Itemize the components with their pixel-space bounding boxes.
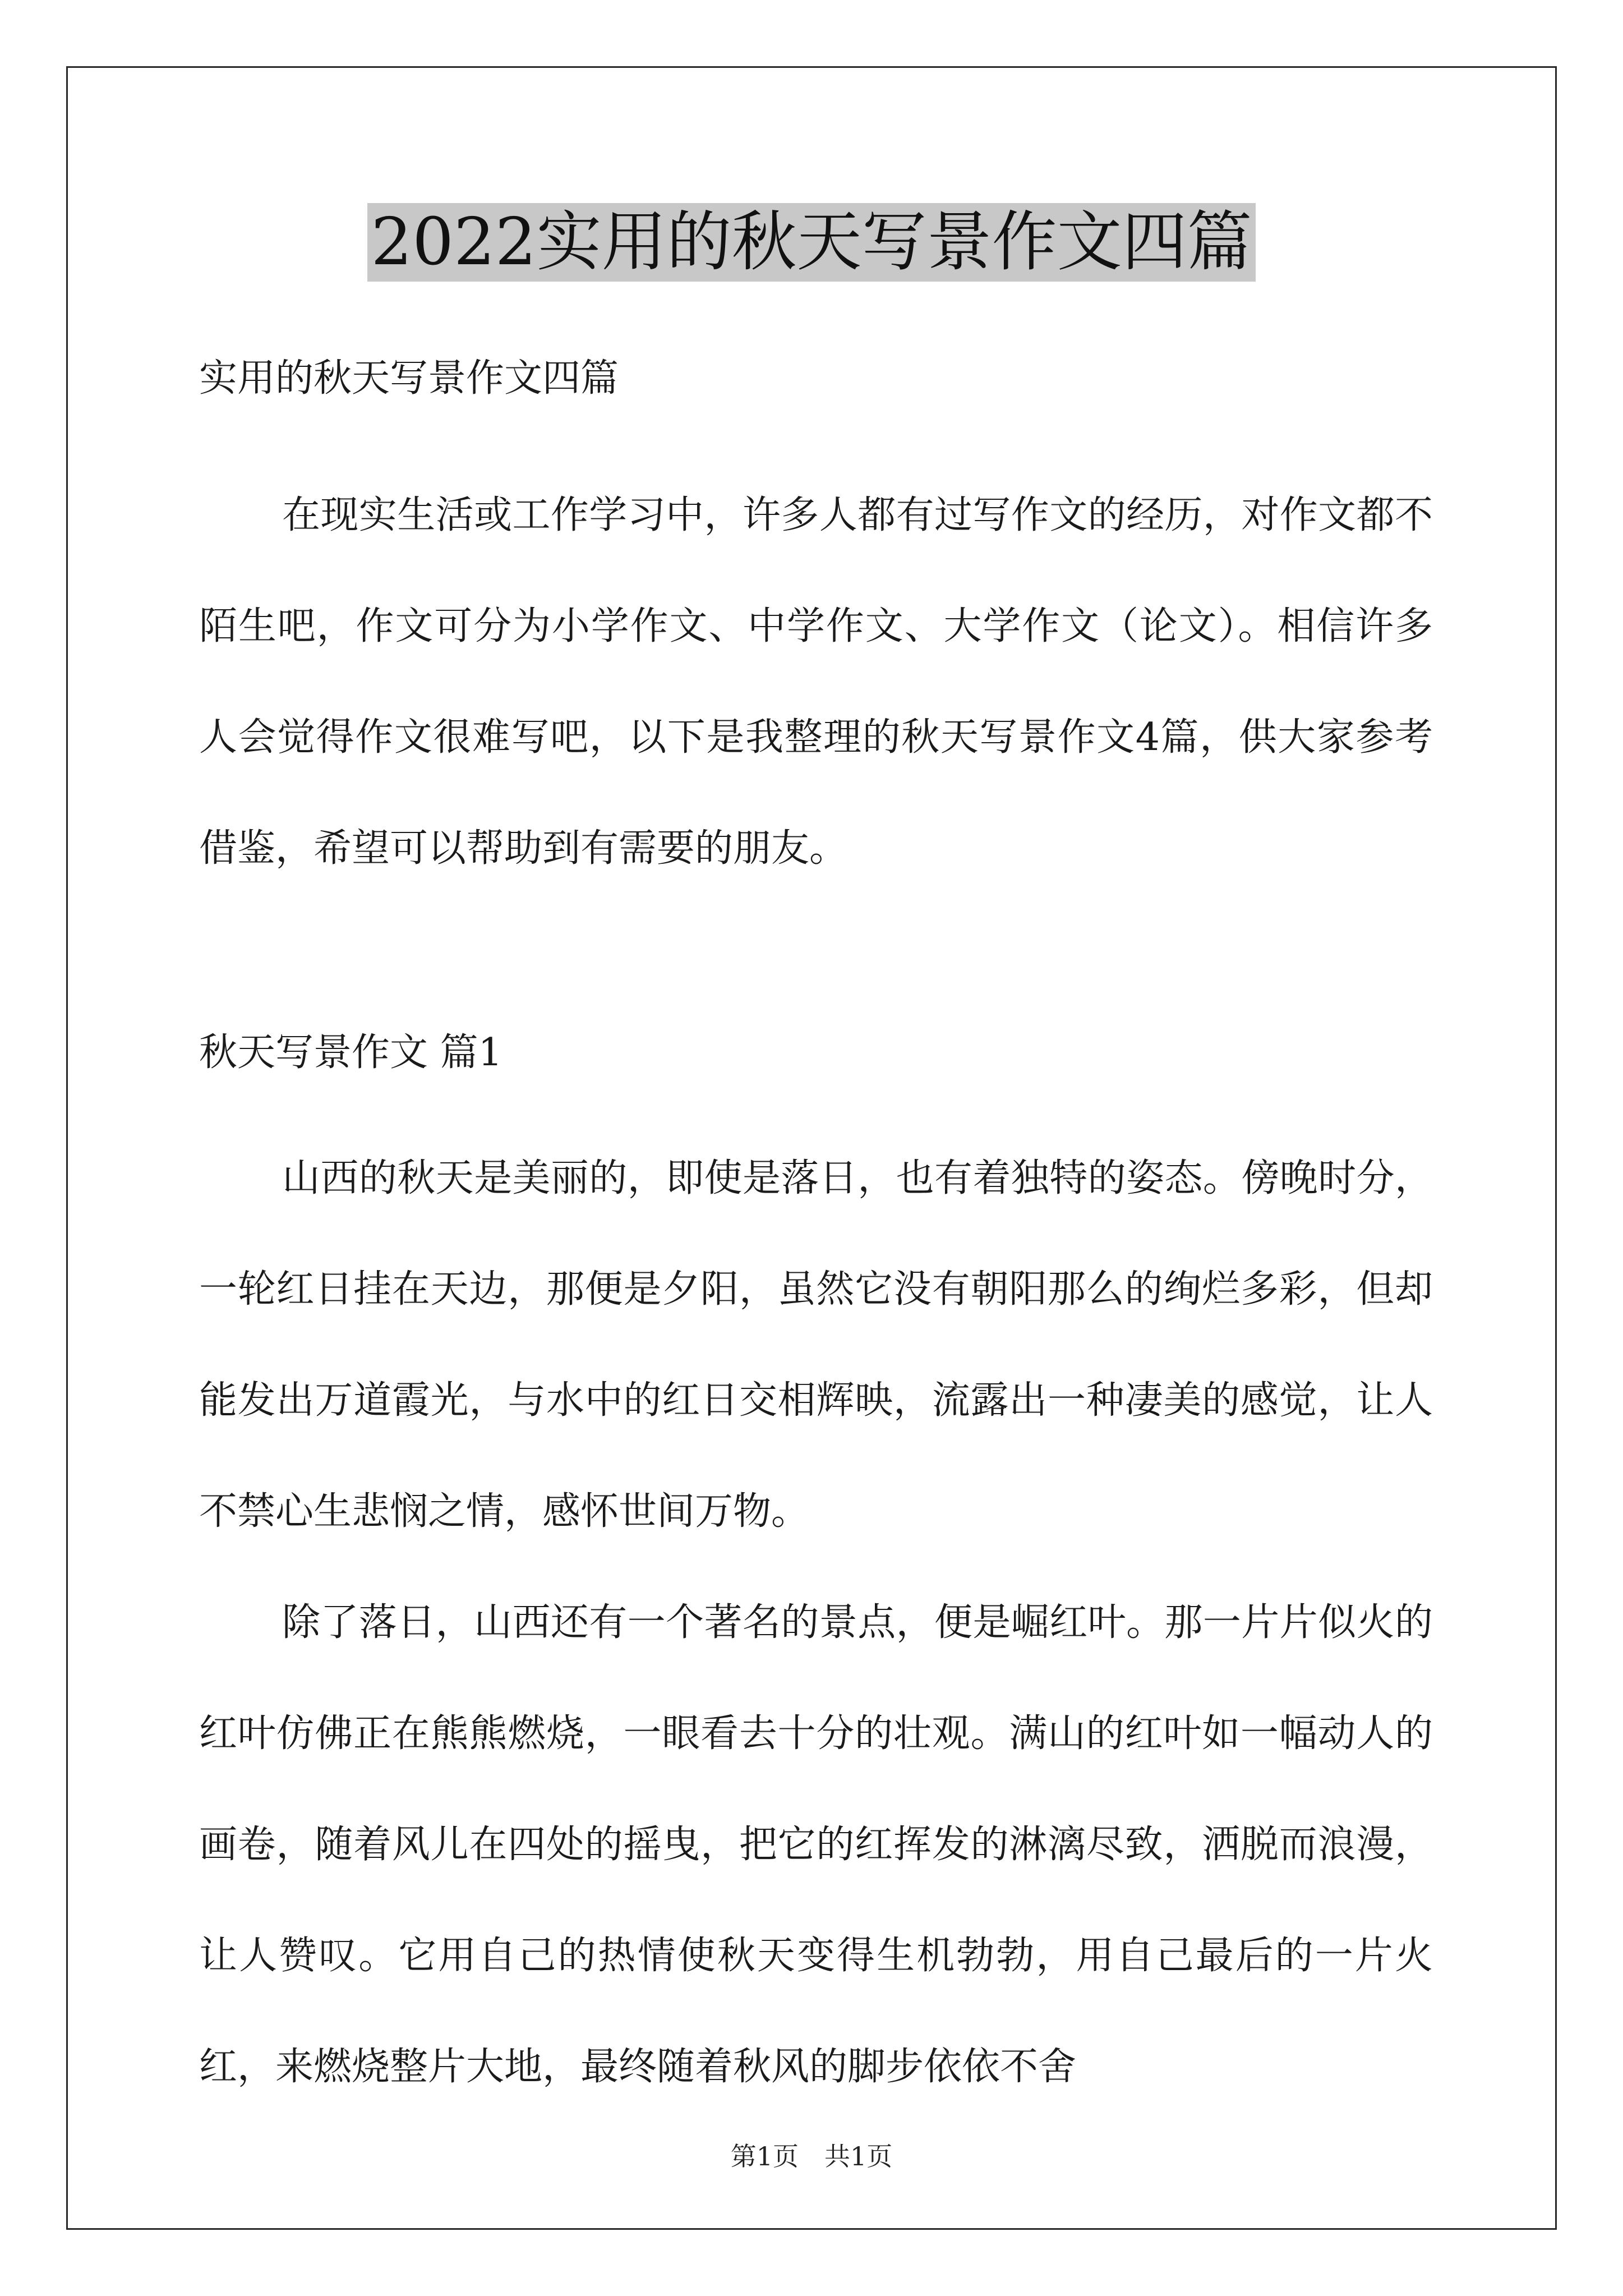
section-heading: 秋天写景作文 篇1 bbox=[199, 1030, 502, 1075]
title-container bbox=[0, 203, 1623, 282]
section-paragraph: 除了落日，山西还有一个著名的景点，便是崛红叶。那一片片似火的红叶仿佛正在熊熊燃烧，一眼看去十分的壮观。满山的红叶如一幅动人的画卷，随着风儿在四处的摇曳，把它的红挥发的淋漓尽致，洒脱而浪漫，让人赞叹。它用自己的热情使秋天变得生机勃勃，用自己最后的一片火红，来燃烧整片大地，最终随着秋风的脚步依依不舍 bbox=[199, 1600, 1433, 2089]
document-title: 2022实用的秋天写景作文四篇 bbox=[367, 203, 1255, 282]
document-body bbox=[199, 348, 1433, 2123]
intro-paragraph: 在现实生活或工作学习中，许多人都有过写作文的经历，对作文都不陌生吧，作文可分为小学作文、中学作文、大学作文（论文）。相信许多人会觉得作文很难写吧，以下是我整理的秋天写景作文4篇，供大家参考借鉴，希望可以帮助到有需要的朋友。 bbox=[199, 493, 1433, 871]
document-subtitle: 实用的秋天写景作文四篇 bbox=[199, 356, 619, 401]
page-footer: 第1页 共1页 bbox=[730, 2141, 893, 2171]
section-paragraph: 山西的秋天是美丽的，即使是落日，也有着独特的姿态。傍晚时分，一轮红日挂在天边，那便是夕阳，虽然它没有朝阳那么的绚烂多彩，但却能发出万道霞光，与水中的红日交相辉映，流露出一种凄美的感觉，让人不禁心生悲悯之情，感怀世间万物。 bbox=[199, 1156, 1433, 1534]
